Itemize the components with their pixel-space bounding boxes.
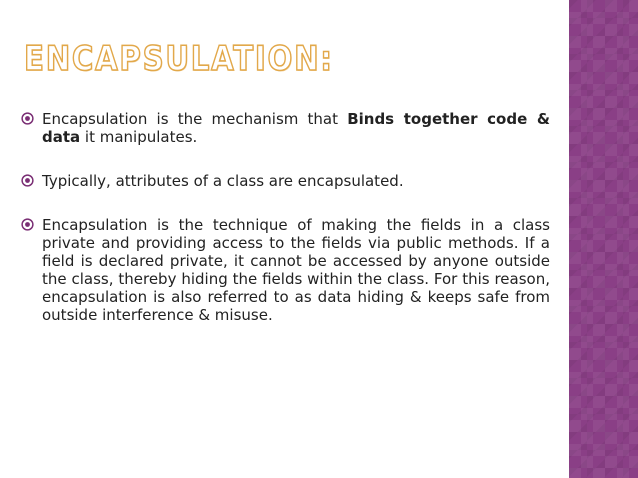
- bullet-1-bold-text: Binds together code & data: [42, 110, 550, 146]
- target-bullet-icon: [21, 174, 34, 187]
- bullet-2-text: Typically, attributes of a class are encapsulated.: [42, 172, 404, 190]
- bullet-1-text: Encapsulation is the mechanism that: [42, 110, 348, 128]
- bullet-3-text: Encapsulation is the technique of making the fields in a class private and providing access to the fields via public methods. If a field is declared private, it cannot be accessed by anyone outside the class, thereby hiding the fields within the class. For this reason, encapsulation is also referred to as data hiding & keeps safe from outside interference & misuse.: [42, 216, 550, 324]
- slide-title: ENCAPSULATION:: [24, 39, 334, 79]
- bullet-item-1: [20, 110, 550, 146]
- decorative-side-band: [569, 0, 638, 478]
- target-bullet-icon: [21, 112, 34, 125]
- bullet-list: [20, 110, 550, 350]
- bullet-item-2: [20, 172, 550, 190]
- bullet-1-text-end: it manipulates.: [80, 128, 198, 146]
- target-bullet-icon: [21, 218, 34, 231]
- title-container: [24, 36, 384, 82]
- bullet-item-3: [20, 216, 550, 324]
